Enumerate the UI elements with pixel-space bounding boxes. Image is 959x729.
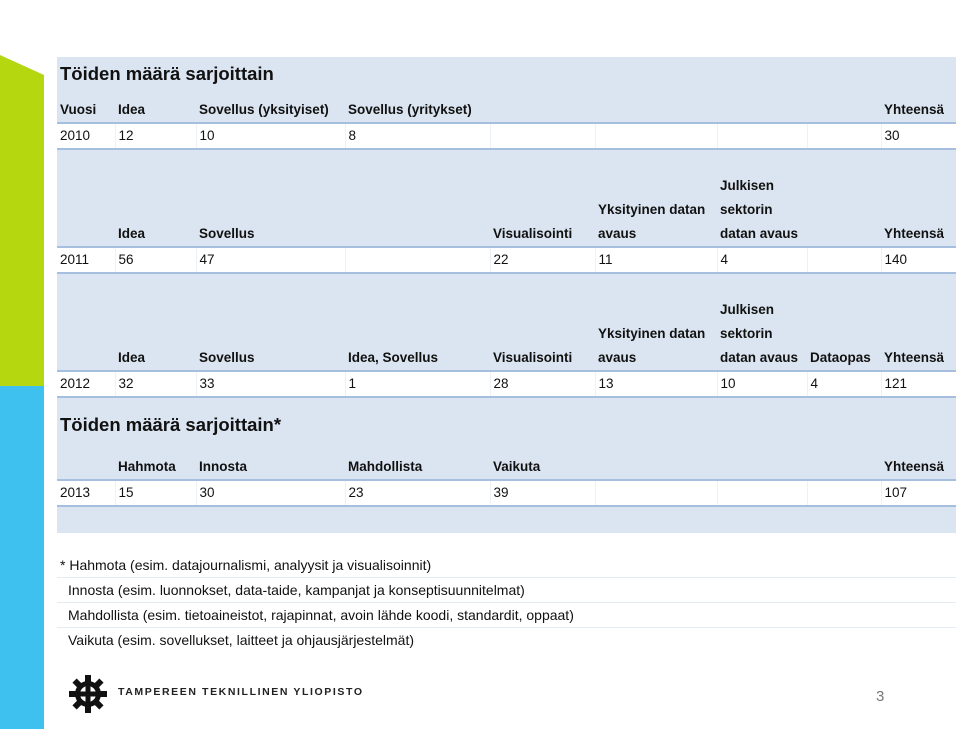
- data-row-2010: [57, 123, 956, 149]
- header-cell: Sovellus (yritykset): [345, 93, 595, 123]
- header-cell: [595, 93, 717, 123]
- cell: 4: [717, 247, 807, 273]
- cell: 30: [196, 480, 345, 506]
- cell: [345, 247, 490, 273]
- table1-title-row: [57, 57, 956, 93]
- header-cell: Julkisen sektorin datan avaus: [717, 273, 807, 371]
- header-cell: [57, 149, 115, 247]
- header-cell: Idea: [115, 149, 196, 247]
- data-row-2011: [57, 247, 956, 273]
- accent-bar-green: [0, 55, 44, 390]
- table1-title: Töiden määrä sarjoittain: [57, 57, 956, 93]
- cell: [490, 123, 595, 149]
- cell: 23: [345, 480, 490, 506]
- header-row-2010: [57, 93, 956, 123]
- header-row-2013: [57, 444, 956, 480]
- cell: 2010: [57, 123, 115, 149]
- spreadsheet-table: [57, 57, 956, 533]
- cell: 56: [115, 247, 196, 273]
- cell: 2011: [57, 247, 115, 273]
- header-cell: [807, 444, 881, 480]
- header-cell: Yhteensä: [881, 93, 956, 123]
- header-row-2011: [57, 149, 956, 247]
- header-cell: Idea: [115, 93, 196, 123]
- header-cell: Visualisointi: [490, 273, 595, 371]
- header-cell: [345, 149, 490, 247]
- cell: [595, 123, 717, 149]
- header-cell: Yksityinen datan avaus: [595, 149, 717, 247]
- cell: 1: [345, 371, 490, 397]
- university-name: TAMPEREEN TEKNILLINEN YLIOPISTO: [118, 686, 364, 698]
- cell: 15: [115, 480, 196, 506]
- header-cell: Idea, Sovellus: [345, 273, 490, 371]
- footnote-innosta: Innosta (esim. luonnokset, data-taide, kampanjat ja konseptisuunnitelmat): [57, 578, 956, 603]
- table2-title-row: [57, 397, 956, 444]
- cell: 107: [881, 480, 956, 506]
- header-cell: [717, 444, 807, 480]
- header-cell: Sovellus: [196, 273, 345, 371]
- header-cell: Dataopas: [807, 273, 881, 371]
- footnotes: [57, 553, 956, 652]
- cell: 140: [881, 247, 956, 273]
- cell: 47: [196, 247, 345, 273]
- spacer-row: [57, 506, 956, 533]
- header-cell: Mahdollista: [345, 444, 490, 480]
- tut-gear-logo-icon: [68, 674, 108, 714]
- footnote-vaikuta: Vaikuta (esim. sovellukset, laitteet ja ohjausjärjestelmät): [68, 632, 415, 648]
- cell: 12: [115, 123, 196, 149]
- header-cell: Yhteensä: [881, 149, 956, 247]
- cell: [807, 123, 881, 149]
- header-cell: Yksityinen datan avaus: [595, 273, 717, 371]
- footnote-hahmota: * Hahmota (esim. datajournalismi, analyysit ja visualisoinnit): [57, 553, 956, 578]
- header-cell: Vuosi: [57, 93, 115, 123]
- accent-bar-blue: [0, 386, 44, 729]
- cell: [595, 480, 717, 506]
- cell: 4: [807, 371, 881, 397]
- header-cell: [595, 444, 717, 480]
- cell: 121: [881, 371, 956, 397]
- header-cell: Yhteensä: [881, 444, 956, 480]
- header-cell: [807, 149, 881, 247]
- header-cell: Hahmota: [115, 444, 196, 480]
- header-cell: [717, 93, 807, 123]
- cell: 2012: [57, 371, 115, 397]
- cell: 33: [196, 371, 345, 397]
- cell: 11: [595, 247, 717, 273]
- header-cell: Visualisointi: [490, 149, 595, 247]
- cell: [807, 480, 881, 506]
- header-row-2012: [57, 273, 956, 371]
- header-cell: Julkisen sektorin datan avaus: [717, 149, 807, 247]
- header-cell: [807, 93, 881, 123]
- cell: 22: [490, 247, 595, 273]
- cell: 13: [595, 371, 717, 397]
- cell: [807, 247, 881, 273]
- header-cell: Innosta: [196, 444, 345, 480]
- cell: 39: [490, 480, 595, 506]
- cell: 2013: [57, 480, 115, 506]
- cell: 32: [115, 371, 196, 397]
- cell: 28: [490, 371, 595, 397]
- header-cell: Sovellus (yksityiset): [196, 93, 345, 123]
- data-row-2012: [57, 371, 956, 397]
- cell: 10: [196, 123, 345, 149]
- cell: 8: [345, 123, 490, 149]
- cell: [717, 480, 807, 506]
- header-cell: Sovellus: [196, 149, 345, 247]
- cell: 30: [881, 123, 956, 149]
- spacer-cell: [57, 506, 956, 533]
- cell: 10: [717, 371, 807, 397]
- data-row-2013: [57, 480, 956, 506]
- table2-title: Töiden määrä sarjoittain*: [57, 397, 956, 444]
- footnote-mahdollista: Mahdollista (esim. tietoaineistot, rajapinnat, avoin lähde koodi, standardit, oppaat): [57, 603, 956, 628]
- header-cell: [57, 444, 115, 480]
- page-number: 3: [876, 688, 885, 705]
- header-cell: Yhteensä: [881, 273, 956, 371]
- header-cell: Idea: [115, 273, 196, 371]
- header-cell: [57, 273, 115, 371]
- header-cell: Vaikuta: [490, 444, 595, 480]
- cell: [717, 123, 807, 149]
